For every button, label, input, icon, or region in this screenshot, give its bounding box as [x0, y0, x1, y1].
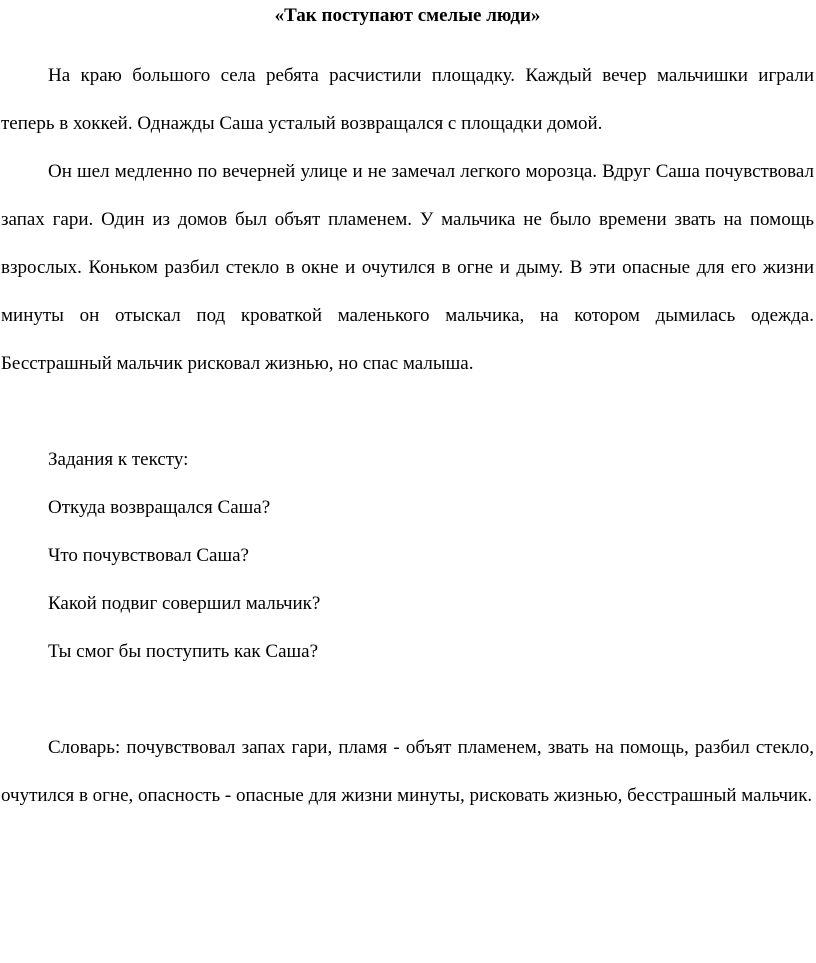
- vocabulary-paragraph: Словарь: почувствовал запах гари, пламя - объят пламенем, звать на помощь, разбил стекло, очутился в огне, опасность - опасные для жизни минуты, рисковать жизнью, бесстрашный мальчик.: [1, 737, 814, 806]
- document-title: «Так поступают смелые люди»: [274, 5, 541, 26]
- story-paragraph-1: На краю большого села ребята расчистили площадку. Каждый вечер мальчишки играли теперь в хоккей. Однажды Саша усталый возвращался с площадки домой.: [1, 65, 814, 134]
- vocabulary-section: [1, 724, 814, 820]
- tasks-heading: Задания к тексту:: [48, 449, 189, 470]
- task-question-3: Какой подвиг совершил мальчик?: [48, 593, 321, 614]
- task-question-4: Ты смог бы поступить как Саша?: [48, 641, 318, 662]
- tasks-section: [1, 436, 814, 676]
- story-paragraph-2: Он шел медленно по вечерней улице и не замечал легкого морозца. Вдруг Саша почувствовал запах гари. Один из домов был объят пламенем. У мальчика не было времени звать на помощь взрослых. Коньком разбил стекло в окне и очутился в огне и дыму. В эти опасные для его жизни минуты он отыскал под кроваткой маленького мальчика, на котором дымилась одежда. Бесстрашный мальчик рисковал жизнью, но спас малыша.: [1, 161, 814, 374]
- task-question-1: Откуда возвращался Саша?: [48, 497, 271, 518]
- task-question-2: Что почувствовал Саша?: [48, 545, 249, 566]
